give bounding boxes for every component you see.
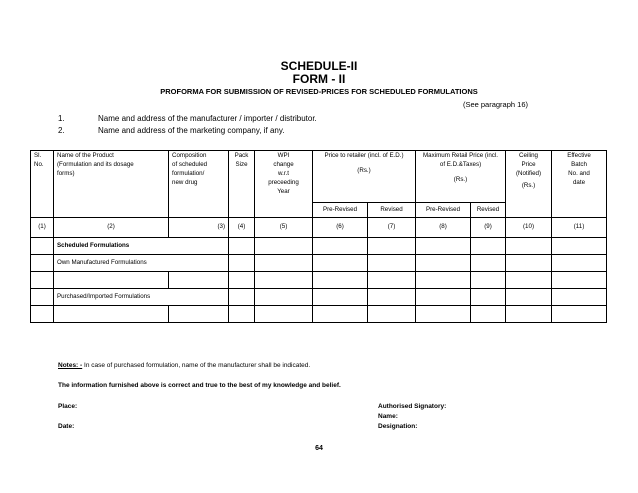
- header-composition: Composition of scheduled formulation/ new drug: [169, 151, 229, 218]
- header-price-to-retailer: Price to retailer (incl. of E.D.) (Rs.): [313, 151, 416, 203]
- item-1: [58, 114, 558, 125]
- column-number: (9): [471, 218, 506, 238]
- item-text: Name and address of the marketing company, if any.: [98, 126, 285, 135]
- declaration: The information furnished above is correct and true to the best of my knowledge and belief.: [58, 382, 341, 389]
- header-max-retail-price: Maximum Retail Price (incl. of E.D.&Taxes) (Rs.): [416, 151, 506, 203]
- schedule-title: SCHEDULE-II: [280, 59, 358, 73]
- column-number: (1): [31, 218, 54, 238]
- notes-text: In case of purchased formulation, name of the manufacturer shall be indicated.: [84, 362, 311, 369]
- name-label: Name:: [378, 413, 398, 420]
- section-purchased-imported: Purchased/Imported Formulations: [54, 289, 229, 306]
- designation-label: Designation:: [378, 423, 418, 430]
- date-label: Date:: [58, 423, 75, 430]
- notes: [58, 362, 310, 369]
- item-number: 1.: [58, 114, 65, 123]
- place-label: Place:: [58, 403, 78, 410]
- column-number-row: [31, 218, 607, 238]
- header-ceiling-price: Ceiling Price (Notified) (Rs.): [506, 151, 552, 218]
- notes-label: Notes: -: [58, 362, 83, 369]
- section-own-manufactured: Own Manufactured Formulations: [54, 255, 229, 272]
- header-effective-batch: Effective Batch No. and date: [552, 151, 607, 218]
- header-pack-size: Pack Size: [229, 151, 255, 218]
- column-number: (2): [54, 218, 169, 238]
- proforma-title: PROFORMA FOR SUBMISSION OF REVISED-PRICES FOR SCHEDULED FORMULATIONS: [160, 87, 478, 96]
- subheader-retail-pre-revised: Pre-Revised: [313, 203, 368, 218]
- table-row: [31, 255, 607, 272]
- column-number: (4): [229, 218, 255, 238]
- column-number: (6): [313, 218, 368, 238]
- subheader-mrp-revised: Revised: [471, 203, 506, 218]
- column-number: (11): [552, 218, 607, 238]
- item-2: [58, 126, 558, 137]
- form-title: FORM - II: [292, 72, 346, 86]
- column-number: (7): [368, 218, 416, 238]
- column-number: (10): [506, 218, 552, 238]
- header-sl-no: Sl. No.: [31, 151, 54, 218]
- table-row: [31, 289, 607, 306]
- column-number: (5): [255, 218, 313, 238]
- header-wpi-change: WPI change w.r.t preceeding Year: [255, 151, 313, 218]
- item-number: 2.: [58, 126, 65, 135]
- subheader-retail-revised: Revised: [368, 203, 416, 218]
- column-number: (8): [416, 218, 471, 238]
- section-scheduled-formulations: Scheduled Formulations: [54, 238, 229, 255]
- see-paragraph: (See paragraph 16): [462, 100, 528, 109]
- column-number: (3): [169, 218, 229, 238]
- table-row: [31, 306, 607, 323]
- authorised-signatory-label: Authorised Signatory:: [378, 403, 447, 410]
- subheader-mrp-pre-revised: Pre-Revised: [416, 203, 471, 218]
- table-row: [31, 272, 607, 289]
- table-row: [31, 238, 607, 255]
- page-number: 64: [315, 445, 323, 452]
- header-product-name: Name of the Product (Formulation and its dosage forms): [54, 151, 169, 218]
- price-revision-table: [30, 150, 607, 323]
- item-text: Name and address of the manufacturer / importer / distributor.: [98, 114, 317, 123]
